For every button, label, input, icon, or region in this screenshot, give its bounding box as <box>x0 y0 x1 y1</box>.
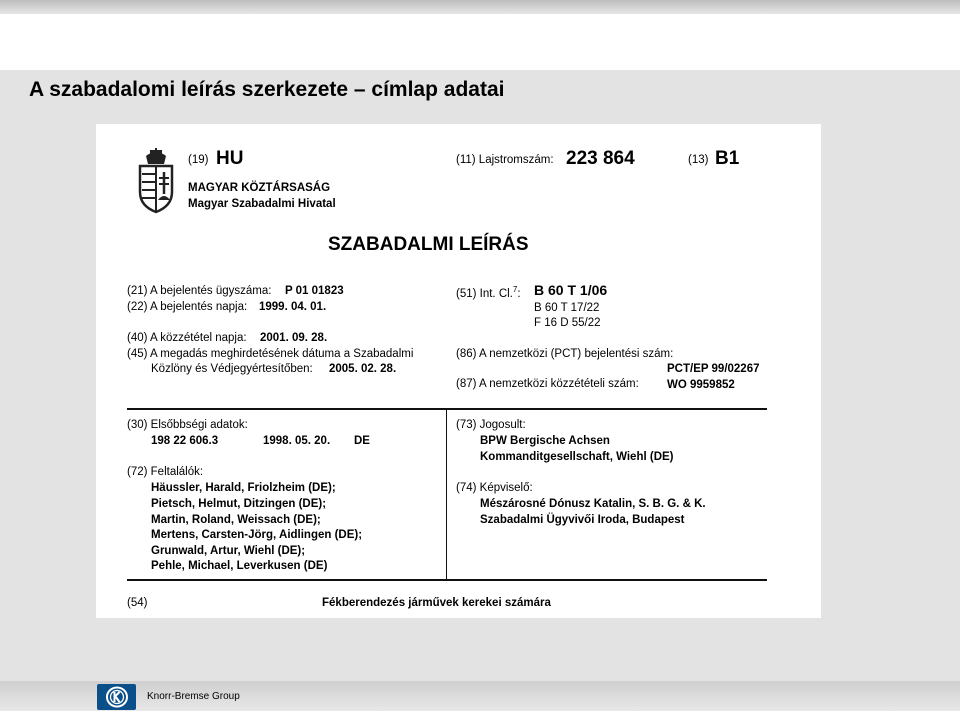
intcl-secondary: B 60 T 17/22 <box>534 302 600 314</box>
priority-number: 198 22 606.3 <box>151 435 219 447</box>
invention-title: Fékberendezés járművek kerekei számára <box>322 597 551 609</box>
country-code-label: (19) <box>188 154 209 166</box>
intcl-main: B 60 T 1/06 <box>534 282 608 298</box>
knorr-bremse-logo <box>97 684 136 710</box>
top-gradient-bar <box>0 0 960 14</box>
intcl-secondary: F 16 D 55/22 <box>534 317 601 329</box>
pct-value: PCT/EP 99/02267 <box>667 363 760 375</box>
intcl-label-text: (51) Int. Cl. <box>456 287 513 300</box>
priority-country: DE <box>354 435 370 447</box>
field-application-number-value: P 01 01823 <box>285 285 344 297</box>
priority-date: 1998. 05. 20. <box>263 435 331 447</box>
kind-code: B1 <box>715 148 740 169</box>
inventor-item: Mertens, Carsten-Jörg, Aidlingen (DE); <box>151 529 363 541</box>
intcl-colon: : <box>517 287 521 300</box>
document-heading: SZABADALMI LEÍRÁS <box>328 234 529 255</box>
field-gazette-value: 2005. 02. 28. <box>329 363 397 375</box>
inventor-item: Pietsch, Helmut, Ditzingen (DE); <box>151 498 327 510</box>
company-name: Knorr-Bremse Group <box>147 691 240 702</box>
registration-label: (11) Lajstromszám: <box>456 154 554 166</box>
representative-line: Mészárosné Dónusz Katalin, S. B. G. & K. <box>480 498 706 510</box>
representative-line: Szabadalmi Ügyvivői Iroda, Budapest <box>480 514 685 526</box>
footer-bar <box>0 681 960 711</box>
wo-value: WO 9959852 <box>667 379 735 391</box>
column-divider <box>446 408 447 580</box>
knorr-k-icon <box>105 686 129 708</box>
wo-label: (87) A nemzetközi közzétételi szám: <box>456 378 639 390</box>
pct-label: (86) A nemzetközi (PCT) bejelentési szám: <box>456 348 674 360</box>
owner-line: BPW Bergische Achsen <box>480 435 610 447</box>
title-label: (54) <box>127 597 148 609</box>
inventor-item: Grunwald, Artur, Wiehl (DE); <box>151 545 306 557</box>
inventor-item: Pehle, Michael, Leverkusen (DE) <box>151 560 328 572</box>
priority-label: (30) Elsőbbségi adatok: <box>127 419 248 431</box>
intcl-label <box>456 285 521 300</box>
header-band <box>0 14 960 70</box>
registration-number: 223 864 <box>566 148 635 169</box>
country-name: MAGYAR KÖZTÁRSASÁG <box>188 182 331 194</box>
section-divider <box>127 408 767 410</box>
field-grant-announcement-label: (45) A megadás meghirdetésének dátuma a Szabadalmi <box>127 348 414 360</box>
field-filing-date-label: (22) A bejelentés napja: <box>127 301 248 313</box>
section-divider <box>127 579 767 581</box>
coat-of-arms-icon <box>136 148 176 214</box>
inventor-item: Martin, Roland, Weissach (DE); <box>151 514 321 526</box>
field-publication-date-label: (40) A közzététel napja: <box>127 332 247 344</box>
field-gazette-label: Közlöny és Védjegyértesítőben: <box>151 363 313 375</box>
intcl-sup: 7 <box>512 285 518 294</box>
field-publication-date-value: 2001. 09. 28. <box>260 332 328 344</box>
representative-label: (74) Képviselő: <box>456 482 533 494</box>
slide-title: A szabadalomi leírás szerkezete – címlap adatai <box>29 78 505 101</box>
inventor-item: Häussler, Harald, Friolzheim (DE); <box>151 482 336 494</box>
field-filing-date-value: 1999. 04. 01. <box>259 301 327 313</box>
office-name: Magyar Szabadalmi Hivatal <box>188 198 336 210</box>
patent-cover-page <box>96 124 821 618</box>
owner-line: Kommanditgesellschaft, Wiehl (DE) <box>480 451 674 463</box>
field-application-number-label: (21) A bejelentés ügyszáma: <box>127 285 272 297</box>
owner-label: (73) Jogosult: <box>456 419 526 431</box>
inventors-label: (72) Feltalálók: <box>127 466 204 478</box>
kind-label: (13) <box>688 154 709 166</box>
country-code: HU <box>216 148 244 169</box>
